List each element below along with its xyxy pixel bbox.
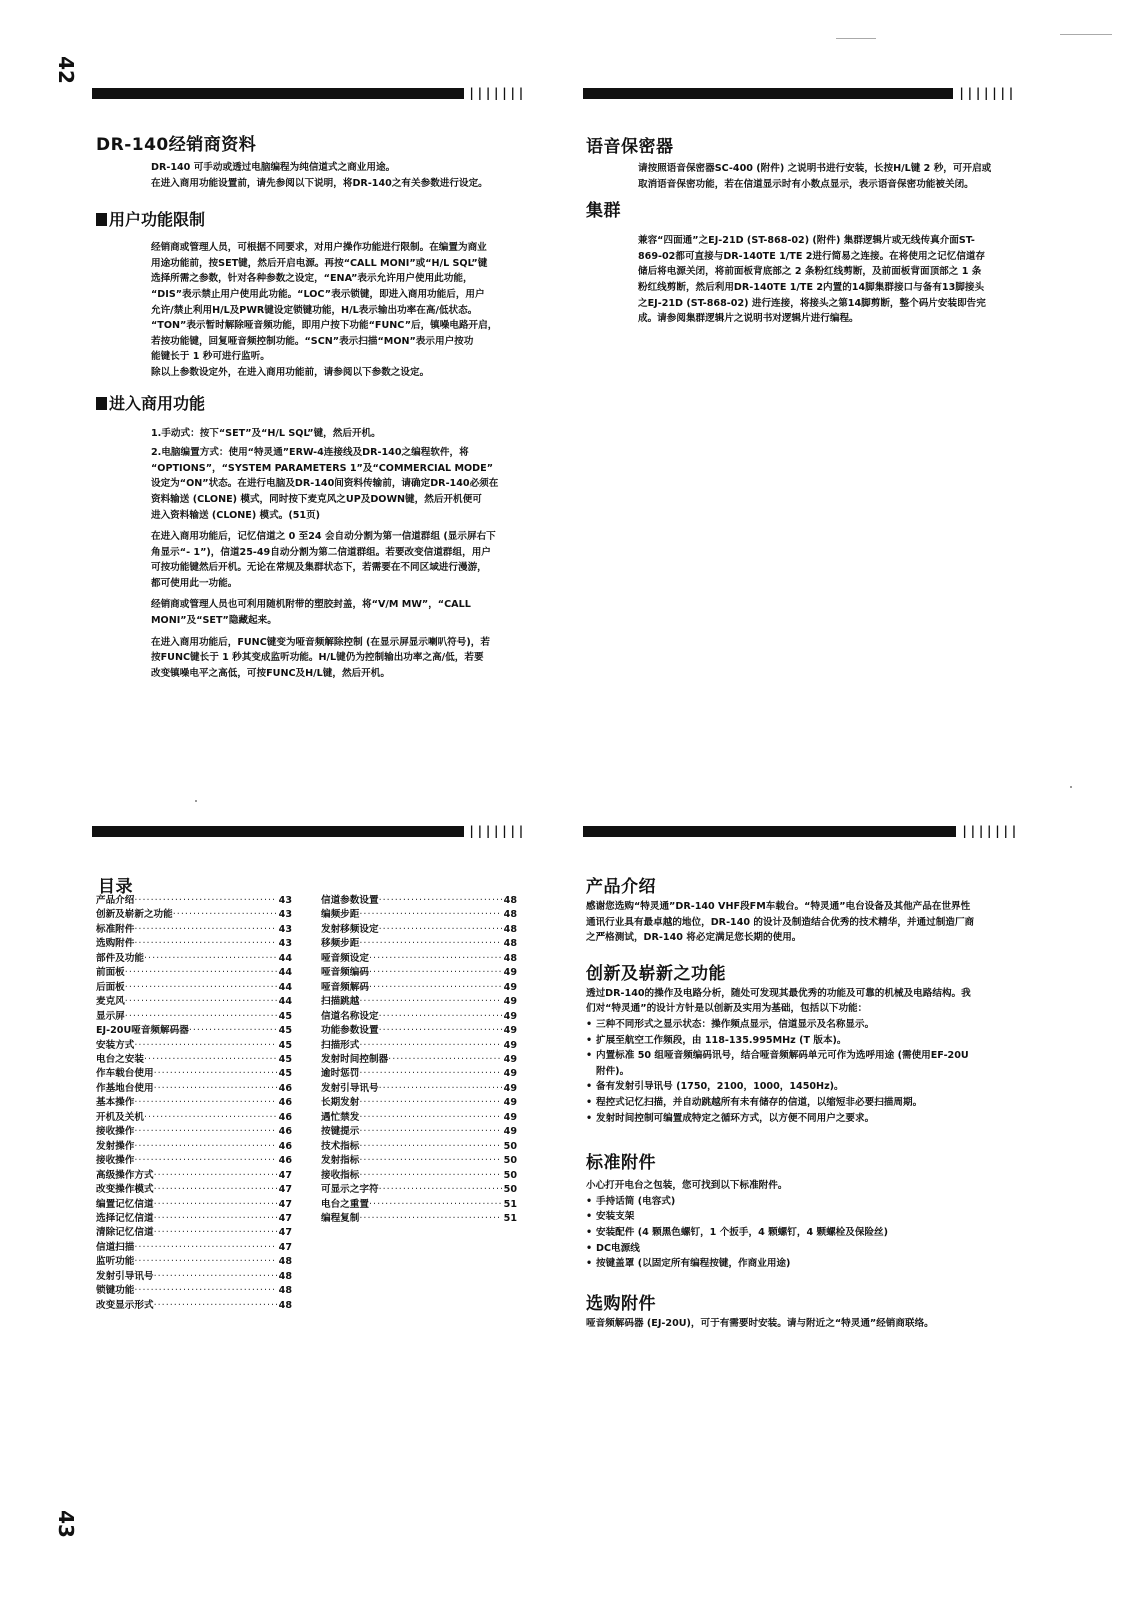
toc-entry: [321, 1183, 517, 1197]
toc-entry-page: 48: [278, 1299, 292, 1311]
product-title: 产品介绍: [586, 877, 656, 897]
toc-entry-page: 48: [278, 1285, 292, 1297]
toc-leader-dots: [154, 1183, 277, 1197]
toc-entry: [321, 894, 517, 908]
toc-entry-label: 扫描跳越: [321, 996, 360, 1008]
toc-entry: [96, 908, 292, 922]
toc-entry-label: 哑音频设定: [321, 952, 369, 964]
toc-entry-page: 46: [278, 1126, 292, 1138]
section-bar-bottom-right: |||||||: [583, 826, 1043, 837]
standard-accessory-item: • DC电源线: [586, 1241, 1026, 1257]
toc-entry: [96, 923, 292, 937]
toc-entry-label: 信道扫描: [96, 1241, 135, 1253]
trunking-line: 869-02都可直接与DR-140TE 1/TE 2进行简易之连接。在将使用之记忆信道存: [638, 250, 986, 262]
toc-entry-page: 49: [503, 1025, 517, 1037]
optional-title: 选购附件: [586, 1293, 656, 1314]
toc-leader-dots: [134, 1096, 276, 1110]
toc-entry-label: 麦克风: [96, 996, 125, 1008]
toc-leader-dots: [134, 1125, 276, 1139]
scrambler-section: [586, 132, 1026, 327]
toc-leader-dots: [369, 981, 502, 995]
toc-entry-page: 46: [278, 1082, 292, 1094]
toc-entry-page: 48: [278, 1256, 292, 1268]
enter-para: MONI”及“SET”隐藏起来。: [151, 615, 277, 627]
toc-entry: [96, 1082, 292, 1096]
toc-entry-label: 发射移频设定: [321, 923, 379, 935]
toc-entry-page: 50: [503, 1184, 517, 1196]
toc-leader-dots: [154, 1270, 277, 1284]
toc-leader-dots: [144, 1111, 277, 1125]
toc-leader-dots: [359, 1212, 501, 1226]
toc-entry-page: 43: [278, 895, 292, 906]
enter-step-pc: 设定为“ON”状态。在进行电脑及DR-140间资料传输前，请确定DR-140必须在: [151, 478, 499, 490]
optional-text: [586, 1316, 1026, 1332]
toc-leader-dots: [359, 937, 501, 951]
enter-step-manual: 1.手动式：按下“SET”及“H/L SQL”键，然后开机。: [151, 427, 381, 439]
toc-entry-page: 47: [278, 1169, 292, 1181]
scan-line: [836, 38, 876, 39]
toc-entry-page: 47: [278, 1184, 292, 1196]
restrict-heading: 用户功能限制: [96, 207, 526, 230]
feature-item: • 内置标准 50 组哑音频编码讯号，结合哑音频解码单元可作为选呼用途 (需使用EF-20U 附件)。: [586, 1048, 1026, 1079]
toc-entry-label: 监听功能: [96, 1256, 135, 1268]
toc-entry-label: 技术指标: [321, 1140, 360, 1152]
restrict-line: 允许/禁止利用H/L及PWR键设定锁键功能，H/L表示输出功率在高/低状态。: [151, 304, 478, 316]
toc-entry: [96, 952, 292, 966]
restrict-line: 用途功能前，按SET键，然后开启电源。再按“CALL MONI”或“H/L SQL”键: [151, 257, 488, 269]
toc-entry-label: 高级操作方式: [96, 1169, 154, 1181]
toc-leader-dots: [379, 1010, 502, 1024]
scrambler-title: 语音保密器: [586, 137, 674, 157]
toc-entry-label: 接收操作: [96, 1155, 135, 1167]
product-section: [586, 872, 1026, 1331]
toc-entry: [321, 1212, 517, 1226]
section-bar-top-left: |||||||: [92, 88, 532, 99]
features-intro-line: 们对“特灵通”的设计方针是以创新及实用为基础，包括以下功能：: [586, 1003, 868, 1015]
toc-leader-dots: [359, 1125, 501, 1139]
toc-entry-label: 信道参数设置: [321, 895, 379, 906]
toc-entry-page: 48: [503, 923, 517, 935]
toc-leader-dots: [134, 1284, 276, 1298]
features-title: 创新及崭新之功能: [586, 963, 726, 984]
dealer-intro-line: 在进入商用功能设置前，请先参阅以下说明，将DR-140之有关参数进行设定。: [151, 177, 488, 189]
dealer-section: [96, 130, 526, 681]
toc-leader-dots: [173, 908, 277, 922]
toc-leader-dots: [359, 1140, 501, 1154]
toc-entry: [96, 981, 292, 995]
toc-entry-label: 按键提示: [321, 1126, 360, 1138]
toc-entry-label: 长期发射: [321, 1097, 360, 1109]
toc-entry: [96, 1241, 292, 1255]
toc-entry-label: 选购附件: [96, 938, 135, 950]
toc-entry-page: 47: [278, 1241, 292, 1253]
toc-entry-label: 接收指标: [321, 1169, 360, 1181]
toc-entry-page: 49: [503, 1126, 517, 1138]
toc-leader-dots: [125, 1010, 277, 1024]
toc-entry: [321, 1010, 517, 1024]
enter-para: 改变镇噪电平之高低，可按FUNC及H/L键，然后开机。: [151, 667, 390, 679]
toc-entry-label: 产品介绍: [96, 895, 135, 906]
trunking-line: 之EJ-21D (ST-868-02) 进行连接，将接头之第14脚剪断，整个码片安装即告完: [638, 297, 986, 309]
toc-entry-page: 47: [278, 1198, 292, 1210]
enter-step-pc: 资料输送 (CLONE) 模式，同时按下麦克风之UP及DOWN键，然后开机便可: [151, 493, 482, 505]
toc-entry: [321, 1067, 517, 1081]
enter-step-pc: 进入资料输送 (CLONE) 模式。(51页): [151, 509, 321, 521]
toc-entry: [321, 1111, 517, 1125]
toc-leader-dots: [359, 1111, 501, 1125]
toc-entry-label: 电台之安装: [96, 1053, 144, 1065]
toc-entry-page: 49: [503, 967, 517, 979]
toc-entry-page: 43: [278, 938, 292, 950]
toc-leader-dots: [379, 923, 502, 937]
restrict-text: [151, 240, 526, 380]
toc-entry: [321, 1198, 517, 1212]
restrict-line: “DIS”表示禁止用户使用此功能。“LOC”表示锁键，即进入商用功能后，用户: [151, 288, 485, 300]
toc-leader-dots: [154, 1299, 277, 1313]
toc-leader-dots: [134, 1255, 276, 1269]
toc-entry: [96, 1183, 292, 1197]
feature-item: • 扩展至航空工作频段，由 118-135.995MHz (T 版本)。: [586, 1033, 1026, 1049]
toc-entry-label: 基本操作: [96, 1097, 135, 1109]
toc-entry: [321, 1154, 517, 1168]
toc-entry-page: 46: [278, 1140, 292, 1152]
product-line: 之严格测试，DR-140 将必定满足您长期的使用。: [586, 932, 802, 944]
toc-entry: [321, 1024, 517, 1038]
toc-entry-page: 51: [503, 1212, 517, 1224]
enter-step-pc: “OPTIONS”，“SYSTEM PARAMETERS 1”及“COMMERCIAL MODE”: [151, 462, 494, 474]
toc-leader-dots: [359, 1096, 501, 1110]
toc-entry: [321, 1039, 517, 1053]
toc-leader-dots: [134, 1154, 276, 1168]
toc-leader-dots: [154, 1082, 277, 1096]
toc-entry: [321, 1082, 517, 1096]
toc-entry-page: 49: [503, 1111, 517, 1123]
feature-item: • 发射时间控制可编置成特定之循环方式，以方便不同用户之要求。: [586, 1111, 1026, 1127]
scrambler-line: 取消语音保密功能，若在信道显示时有小数点显示，表示语音保密功能被关闭。: [638, 178, 974, 190]
toc-column-1: [96, 894, 292, 1313]
toc-entry-page: 48: [503, 938, 517, 950]
restrict-line: “TON”表示暂时解除哑音频功能，即用户按下功能“FUNC”后，镇噪电路开启，: [151, 320, 498, 332]
enter-para: 经销商或管理人员也可利用随机附带的塑胶封盖，将“V/M MW”，“CALL: [151, 599, 471, 611]
toc-leader-dots: [144, 1053, 277, 1067]
toc-entry-page: 46: [278, 1155, 292, 1167]
toc-entry-label: 可显示之字符: [321, 1184, 379, 1196]
product-line: 通讯行业具有最卓越的地位，DR-140 的设计及制造结合优秀的技术精华，并通过制造厂商: [586, 916, 975, 928]
toc-entry: [321, 966, 517, 980]
toc-entry-label: 后面板: [96, 981, 125, 993]
scrambler-text: [638, 161, 1026, 192]
toc-entry: [321, 1125, 517, 1139]
standard-accessory-item: • 安装配件 (4 颗黑色螺钉，1 个扳手，4 颗螺钉，4 颗螺栓及保险丝): [586, 1225, 1026, 1241]
toc-entry: [96, 894, 292, 908]
toc-entry-page: 49: [503, 1068, 517, 1080]
toc-entry: [321, 1169, 517, 1183]
toc-entry: [96, 1255, 292, 1269]
toc-entry: [96, 937, 292, 951]
toc-entry-page: 45: [278, 1053, 292, 1065]
toc-entry-label: 编置记忆信道: [96, 1198, 154, 1210]
toc-entry-label: 发射操作: [96, 1140, 135, 1152]
toc-entry: [96, 1010, 292, 1024]
optional-line: 哑音频解码器 (EJ-20U)，可于有需要时安装。请与附近之“特灵通”经销商联络。: [586, 1317, 934, 1329]
toc-leader-dots: [359, 995, 501, 1009]
toc-entry-label: 发射引导讯号: [321, 1082, 379, 1094]
toc-entry: [96, 1299, 292, 1313]
toc-entry-page: 50: [503, 1155, 517, 1167]
toc-entry-label: 哑音频解码: [321, 981, 369, 993]
restrict-line: 能键长于 1 秒可进行监听。: [151, 351, 270, 363]
toc-entry-page: 44: [278, 967, 292, 979]
square-bullet-icon: [96, 397, 107, 410]
feature-item: • 三种不同形式之显示状态：操作频点显示，信道显示及名称显示。: [586, 1017, 1026, 1033]
trunking-line: 成。请参阅集群逻辑片之说明书对逻辑片进行编程。: [638, 313, 859, 325]
toc-leader-dots: [125, 995, 277, 1009]
toc-entry-page: 49: [503, 1039, 517, 1051]
enter-step-pc: 2.电脑编置方式：使用“特灵通”ERW-4连接线及DR-140之编程软件，将: [151, 447, 469, 459]
toc-leader-dots: [369, 966, 502, 980]
standard-list: [586, 1194, 1026, 1272]
toc-entry: [96, 1039, 292, 1053]
toc-entry-label: 扫描形式: [321, 1039, 360, 1051]
enter-para: 角显示“- 1”)，信道25-49自动分割为第二信道群组。若要改变信道群组，用户: [151, 546, 491, 558]
feature-item: • 程控式记忆扫描，并自动跳越所有未有储存的信道，以缩短非必要扫描周期。: [586, 1095, 1026, 1111]
page-number-bottom: 43: [53, 1510, 78, 1538]
toc-entry: [96, 1067, 292, 1081]
scan-line: [1060, 34, 1112, 35]
enter-para: 按FUNC键长于 1 秒其变成监听功能。H/L键仍为控制输出功率之高/低，若要: [151, 652, 484, 664]
toc-entry-label: 作车载台使用: [96, 1068, 154, 1080]
toc-entry-page: 43: [278, 923, 292, 935]
toc-leader-dots: [369, 952, 502, 966]
toc-entry-label: 遇忙禁发: [321, 1111, 360, 1123]
section-bar-top-right: |||||||: [583, 88, 1013, 99]
features-list: [586, 1017, 1026, 1126]
section-bar-bottom-left: |||||||: [92, 826, 532, 837]
trunking-line: 储后将电源关闭，将前面板背底部之 2 条粉红线剪断，及前面板背面顶部之 1 条: [638, 266, 982, 278]
standard-accessory-item: • 安装支架: [586, 1209, 1026, 1225]
standard-intro: 小心打开电台之包装，您可找到以下标准附件。: [586, 1180, 788, 1192]
toc-entry: [321, 952, 517, 966]
toc-entry-label: 发射时间控制器: [321, 1053, 389, 1065]
feature-item: • 备有发射引导讯号 (1750，2100，1000，1450Hz)。: [586, 1079, 1026, 1095]
toc-entry: [96, 1111, 292, 1125]
toc-entry-label: 部件及功能: [96, 952, 144, 964]
toc-entry: [96, 1154, 292, 1168]
toc-entry: [96, 1212, 292, 1226]
toc-entry: [96, 1284, 292, 1298]
enter-para: 都可使用此一功能。: [151, 577, 238, 589]
toc-entry-label: 发射指标: [321, 1155, 360, 1167]
trunking-line: 兼容“四面通”之EJ-21D (ST-868-02) (附件) 集群逻辑片或无线传真介面ST-: [638, 235, 975, 247]
enter-heading: 进入商用功能: [96, 391, 526, 414]
page-number-top: 42: [53, 56, 78, 84]
toc-title: 目录: [98, 877, 133, 897]
toc-leader-dots: [359, 1039, 501, 1053]
toc-entry: [96, 1198, 292, 1212]
toc-entry-page: 45: [278, 1025, 292, 1037]
toc-entry-page: 46: [278, 1097, 292, 1109]
product-line: 感谢您选购“特灵通”DR-140 VHF段FM车载台。“特灵通”电台设备及其他产品在世界性: [586, 901, 971, 912]
toc-leader-dots: [369, 1198, 502, 1212]
toc-leader-dots: [388, 1053, 501, 1067]
toc-entry: [96, 1053, 292, 1067]
toc-leader-dots: [379, 1082, 502, 1096]
toc-entry-label: 改变显示形式: [96, 1299, 154, 1311]
trunking-title: 集群: [586, 201, 621, 222]
toc-leader-dots: [379, 894, 502, 908]
toc-leader-dots: [154, 1226, 277, 1240]
toc-leader-dots: [154, 1198, 277, 1212]
restrict-line: 经销商或管理人员，可根据不同要求，对用户操作功能进行限制。在编置为商业: [151, 242, 487, 254]
enter-para: 可按功能键然后开机。无论在常规及集群状态下，若需要在不同区域进行漫游，: [151, 562, 487, 574]
toc-entry-label: 创新及崭新之功能: [96, 909, 173, 921]
toc-entry: [96, 995, 292, 1009]
toc-entry-page: 44: [278, 981, 292, 993]
toc-entry: [321, 981, 517, 995]
toc-entry-label: 锁键功能: [96, 1285, 135, 1297]
toc-entry-page: 49: [503, 1097, 517, 1109]
toc-entry-page: 45: [278, 1068, 292, 1080]
toc-leader-dots: [144, 952, 277, 966]
toc-leader-dots: [134, 894, 276, 908]
toc-leader-dots: [359, 1154, 501, 1168]
toc-entry-label: 编程复制: [321, 1212, 360, 1224]
toc-entry-page: 49: [503, 1010, 517, 1022]
toc-entry-page: 46: [278, 1111, 292, 1123]
toc-leader-dots: [134, 937, 276, 951]
toc-entry-page: 48: [503, 895, 517, 906]
toc-entry-page: 48: [503, 952, 517, 964]
toc-entry: [96, 966, 292, 980]
toc-column-2: [321, 894, 517, 1226]
toc-entry-page: 50: [503, 1169, 517, 1181]
toc-entry-label: 前面板: [96, 967, 125, 979]
toc-entry: [321, 995, 517, 1009]
toc-leader-dots: [134, 923, 276, 937]
dealer-title: DR-140经销商资料: [96, 135, 257, 155]
standard-accessory-item: • 手持话筒 (电容式): [586, 1194, 1026, 1210]
enter-para: 在进入商用功能后，记忆信道之 0 至24 会自动分割为第一信道群组 (显示屏右下: [151, 531, 496, 543]
toc-entry-page: 48: [278, 1270, 292, 1282]
toc-leader-dots: [359, 1169, 501, 1183]
toc-entry-label: 哑音频编码: [321, 967, 369, 979]
toc-entry-page: 49: [503, 1082, 517, 1094]
toc-entry-page: 45: [278, 1039, 292, 1051]
toc-entry-label: 移频步距: [321, 938, 360, 950]
toc-entry-label: 电台之重置: [321, 1198, 369, 1210]
toc-entry-label: 开机及关机: [96, 1111, 144, 1123]
toc-entry-label: 编频步距: [321, 909, 360, 921]
toc-entry-page: 50: [503, 1140, 517, 1152]
standard-accessory-item: • 按键盖罩 (以固定所有编程按键，作商业用途): [586, 1256, 1026, 1272]
toc-leader-dots: [125, 981, 277, 995]
square-bullet-icon: [96, 213, 107, 226]
toc-entry: [321, 937, 517, 951]
toc-leader-dots: [154, 1067, 277, 1081]
dealer-intro: [151, 160, 526, 191]
toc-entry-label: 标准附件: [96, 923, 135, 935]
toc-entry-page: 49: [503, 1053, 517, 1065]
toc-entry: [96, 1226, 292, 1240]
toc-leader-dots: [134, 1241, 276, 1255]
toc-entry: [321, 1096, 517, 1110]
toc-entry-label: 功能参数设置: [321, 1025, 379, 1037]
toc-entry-label: 发射引导讯号: [96, 1270, 154, 1282]
standard-title: 标准附件: [586, 1153, 656, 1174]
scrambler-line: 请按照语音保密器SC-400 (附件) 之说明书进行安装，长按H/L键 2 秒，可开启或: [638, 163, 992, 174]
toc-leader-dots: [359, 908, 501, 922]
toc-entry-page: 47: [278, 1227, 292, 1239]
toc-entry-page: 47: [278, 1212, 292, 1224]
scan-speck: [195, 800, 197, 802]
toc-entry-label: 接收操作: [96, 1126, 135, 1138]
trunking-line: 粉红线剪断，然后利用DR-140TE 1/TE 2内置的14脚集群接口与备有13脚接头: [638, 281, 985, 293]
toc-entry: [96, 1169, 292, 1183]
scan-speck: [1070, 786, 1072, 788]
toc-entry: [96, 1140, 292, 1154]
toc-entry-page: 49: [503, 981, 517, 993]
toc-entry-label: 作基地台使用: [96, 1082, 154, 1094]
toc-leader-dots: [379, 1024, 502, 1038]
toc-entry-label: EJ-20U哑音频解码器: [96, 1025, 189, 1037]
toc-leader-dots: [134, 1039, 276, 1053]
features-intro-line: 透过DR-140的操作及电路分析，随处可发现其最优秀的功能及可靠的机械及电路结构。我: [586, 987, 971, 999]
toc-entry-page: 44: [278, 996, 292, 1008]
toc-entry-label: 清除记忆信道: [96, 1227, 154, 1239]
toc-entry: [96, 1096, 292, 1110]
features-text: [586, 986, 1026, 1126]
toc-entry: [96, 1024, 292, 1038]
toc-entry-label: 选择记忆信道: [96, 1212, 154, 1224]
toc-leader-dots: [125, 966, 277, 980]
toc-entry: [96, 1270, 292, 1284]
toc-entry-page: 48: [503, 909, 517, 921]
standard-text: [586, 1178, 1026, 1272]
toc-entry: [321, 908, 517, 922]
toc-entry: [96, 1125, 292, 1139]
toc-leader-dots: [134, 1140, 276, 1154]
dealer-intro-line: DR-140 可手动或透过电脑编程为纯信道式之商业用途。: [151, 162, 396, 173]
toc-leader-dots: [154, 1169, 277, 1183]
toc-entry-label: 安装方式: [96, 1039, 135, 1051]
toc-leader-dots: [379, 1183, 502, 1197]
restrict-line: 选择所需之参数，针对各种参数之设定，“ENA”表示允许用户使用此功能，: [151, 273, 473, 285]
toc-entry-page: 45: [278, 1010, 292, 1022]
toc-leader-dots: [154, 1212, 277, 1226]
product-text: [586, 899, 1026, 946]
enter-text: [151, 426, 526, 682]
toc-entry-label: 改变操作模式: [96, 1184, 154, 1196]
toc-entry-page: 44: [278, 952, 292, 964]
enter-para: 在进入商用功能后，FUNC键变为哑音频解除控制 (在显示屏显示喇叭符号)，若: [151, 636, 490, 648]
toc-entry: [321, 923, 517, 937]
restrict-line: 除以上参数设定外，在进入商用功能前，请参阅以下参数之设定。: [151, 366, 430, 378]
toc-entry-page: 43: [278, 909, 292, 921]
toc-entry-label: 显示屏: [96, 1010, 125, 1022]
toc-entry: [321, 1140, 517, 1154]
toc-leader-dots: [359, 1067, 501, 1081]
restrict-line: 若按功能键，回复哑音频控制功能。“SCN”表示扫描“MON”表示用户按功: [151, 335, 474, 347]
toc-entry-label: 信道名称设定: [321, 1010, 379, 1022]
trunking-text: [638, 233, 1026, 327]
toc-entry-label: 逾时惩罚: [321, 1068, 360, 1080]
toc-entry-page: 51: [503, 1198, 517, 1210]
toc-leader-dots: [189, 1024, 277, 1038]
toc-entry-page: 49: [503, 996, 517, 1008]
toc-entry: [321, 1053, 517, 1067]
